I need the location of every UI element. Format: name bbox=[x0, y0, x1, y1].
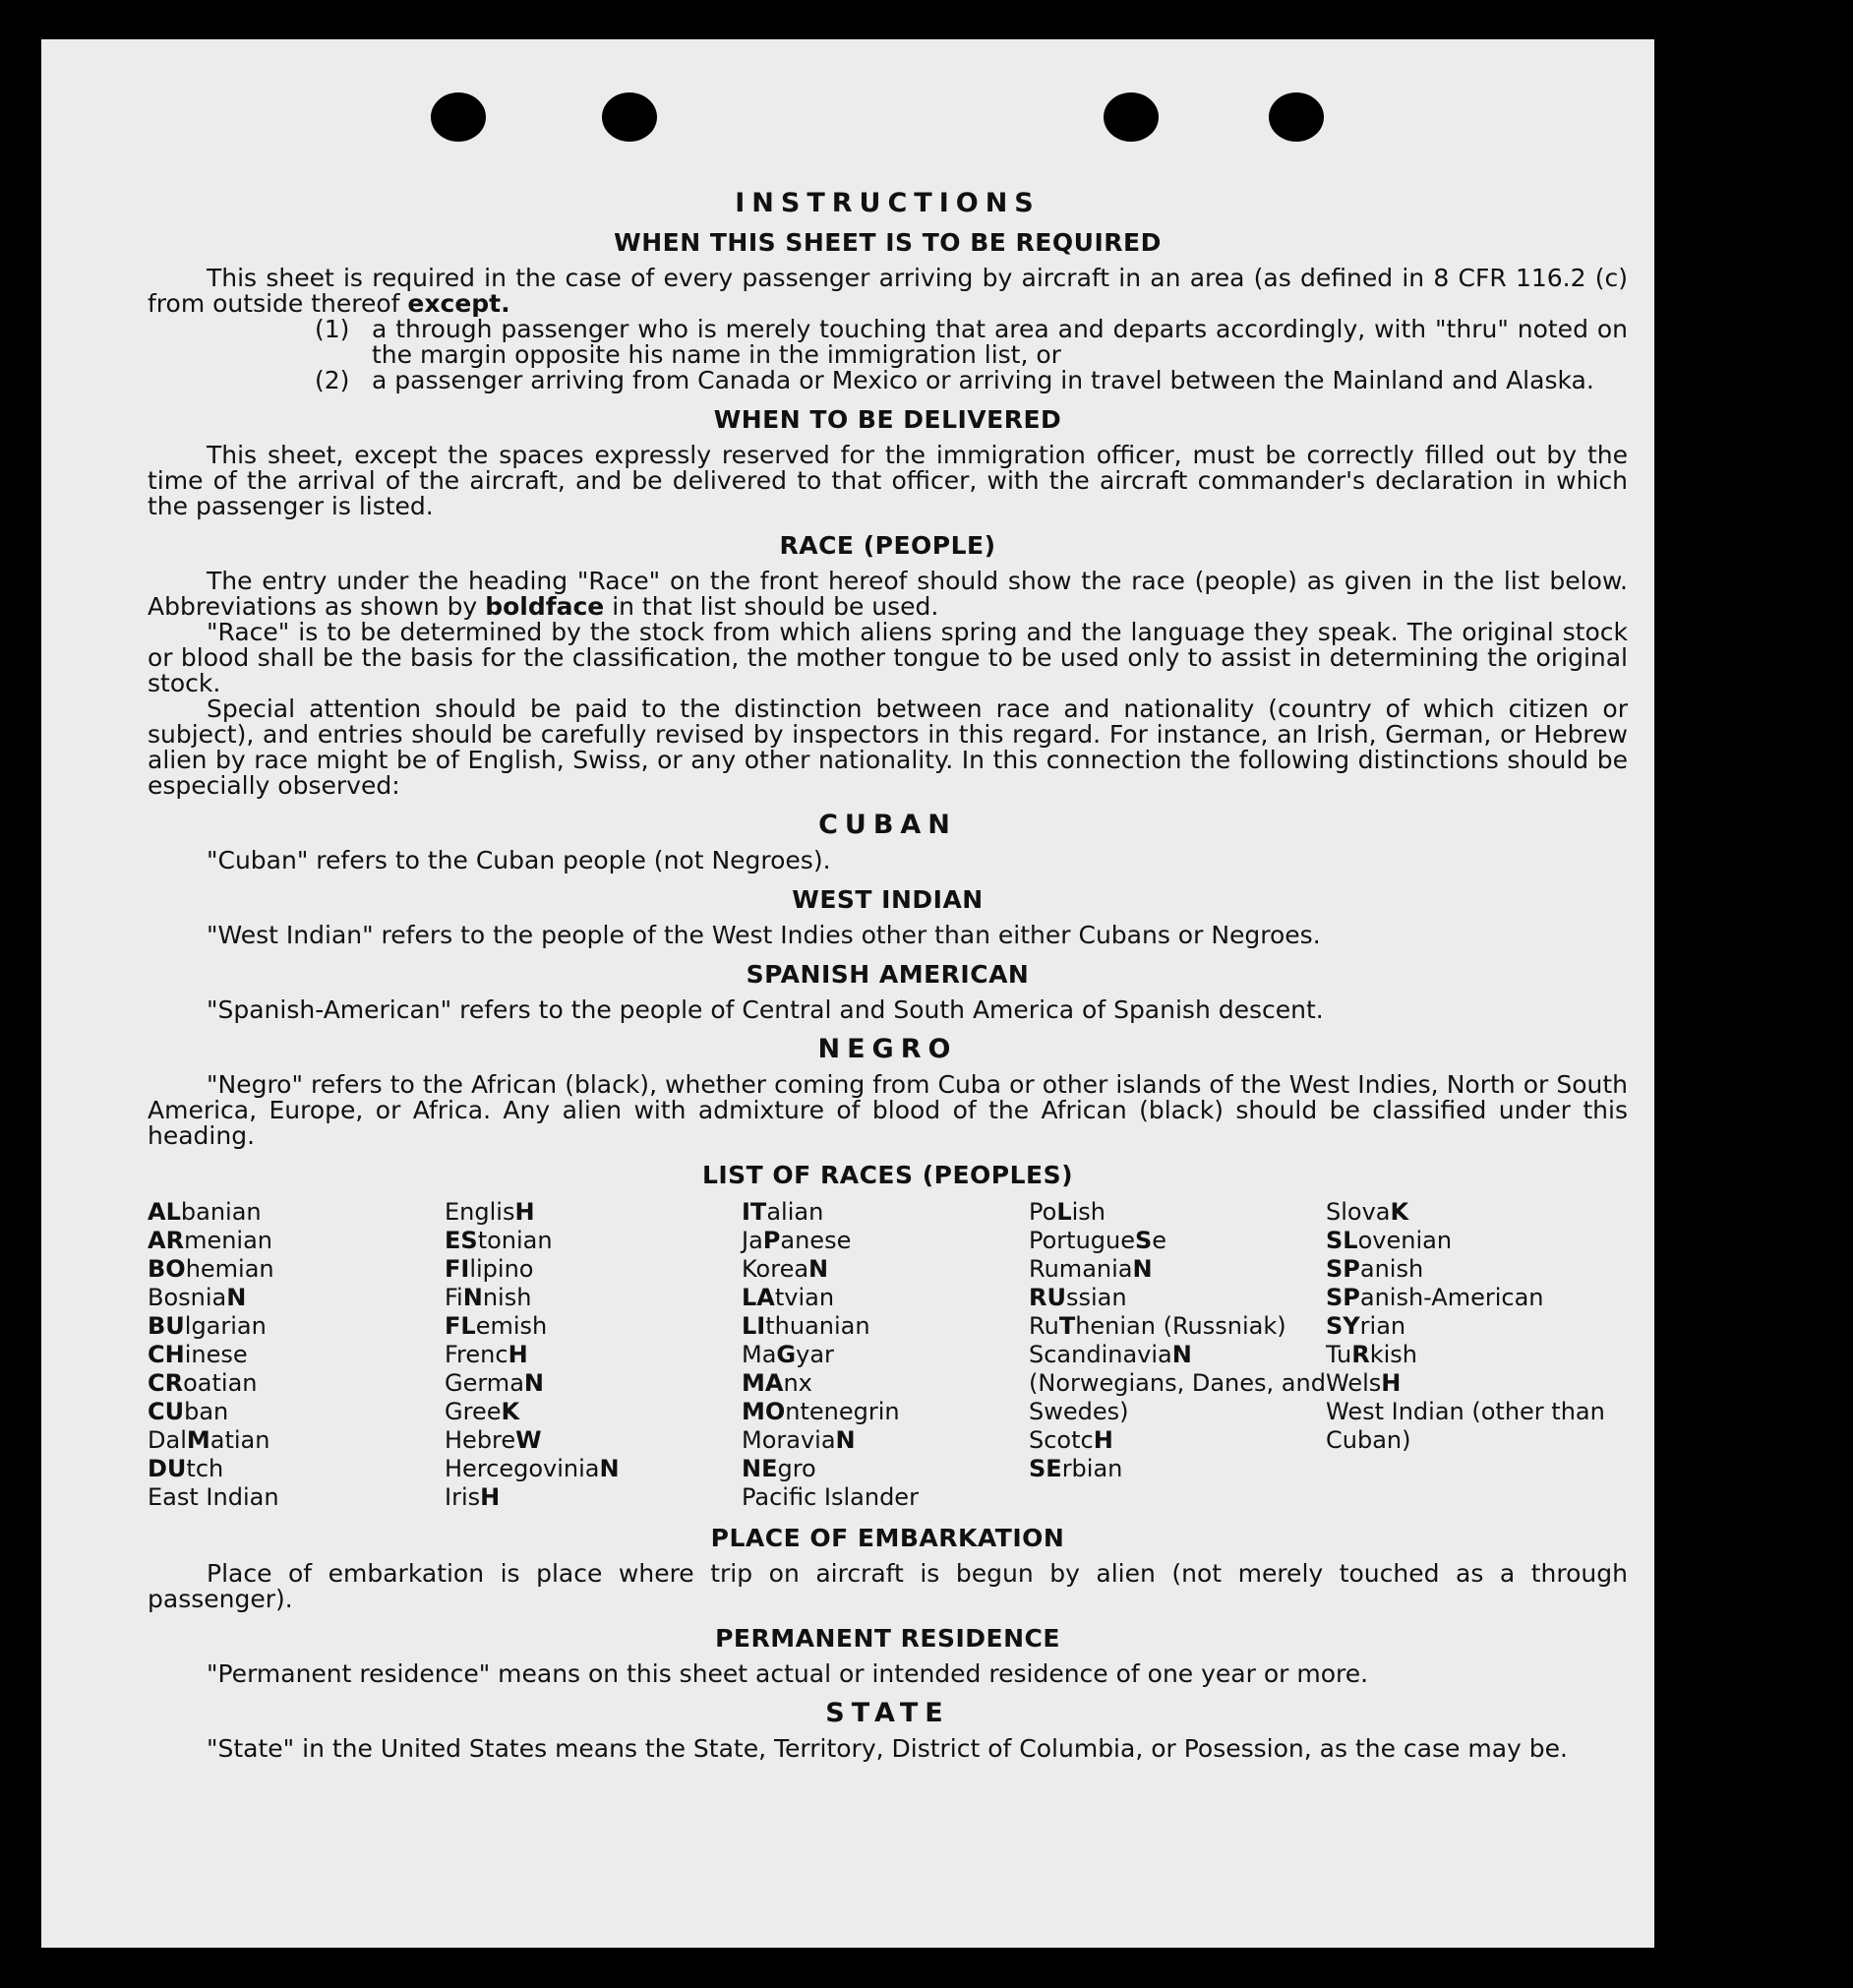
race-entry: RuThenian (Russniak) bbox=[1029, 1312, 1286, 1340]
race-entry: BUlgarian bbox=[148, 1312, 267, 1340]
race-entry: SPanish-American bbox=[1326, 1284, 1544, 1311]
west-indian-text: "West Indian" refers to the people of the West Indies other than either Cubans or Negroes. bbox=[207, 921, 1321, 949]
races-column bbox=[1029, 1198, 1326, 1512]
race-entry: EStonian bbox=[445, 1227, 553, 1254]
negro-heading: NEGRO bbox=[817, 1034, 958, 1064]
races-column bbox=[148, 1198, 445, 1512]
punch-hole bbox=[602, 92, 657, 142]
west-indian-heading: WEST INDIAN bbox=[792, 885, 984, 914]
race-entry: DUtch bbox=[148, 1455, 224, 1482]
race-entry: West Indian (other than Cuban) bbox=[1326, 1398, 1605, 1454]
race-entry: GreeK bbox=[445, 1398, 520, 1425]
intro-bold: except. bbox=[407, 289, 510, 318]
race-entry: WelsH bbox=[1326, 1369, 1402, 1397]
when-delivered-heading: WHEN TO BE DELIVERED bbox=[713, 405, 1062, 434]
race-entry: BosniaN bbox=[148, 1284, 247, 1311]
item-number: (2) bbox=[315, 366, 350, 394]
race-entry: NEgro bbox=[742, 1455, 816, 1482]
race-entry: FrencH bbox=[445, 1341, 528, 1368]
race-entry: ScandinaviaN (Norwegians, Danes, and Swedes) bbox=[1029, 1341, 1326, 1425]
item-text: a through passenger who is merely touching that area and departs accordingly, with "thru" noted on the margin opposite his name in the immigration list, or bbox=[372, 315, 1628, 369]
races-column bbox=[742, 1198, 1029, 1512]
race-paragraph: "Race" is to be determined by the stock from which aliens spring and the language they speak. The original stock or blood shall be the basis for the classification, the mother tongue to be used only to assist in determining the original stock. bbox=[148, 618, 1628, 697]
list-of-races-heading: LIST OF RACES (PEOPLES) bbox=[701, 1161, 1074, 1189]
cuban-heading: CUBAN bbox=[818, 810, 957, 840]
race-entry: CRoatian bbox=[148, 1369, 258, 1397]
race-entry: FiNnish bbox=[445, 1284, 532, 1311]
residence-heading: PERMANENT RESIDENCE bbox=[715, 1624, 1060, 1653]
race-entry: GermaN bbox=[445, 1369, 544, 1397]
race-entry: ScotcH bbox=[1029, 1426, 1113, 1454]
race-entry: East Indian bbox=[148, 1483, 279, 1511]
item-number: (1) bbox=[315, 315, 350, 343]
race-entry: Pacific Islander bbox=[742, 1483, 919, 1511]
punch-hole bbox=[431, 92, 486, 142]
instructions-content bbox=[148, 177, 1628, 1762]
races-column bbox=[1326, 1198, 1628, 1512]
state-text: "State" in the United States means the State, Territory, District of Columbia, or Posession, as the case may be. bbox=[207, 1734, 1568, 1763]
race-text: The entry under the heading "Race" on the front hereof should show the race (people) as given in the list below. Abbreviations as shown by bbox=[148, 567, 1628, 621]
race-entry: MOntenegrin bbox=[742, 1398, 900, 1425]
embarkation-heading: PLACE OF EMBARKATION bbox=[710, 1524, 1065, 1552]
race-entry: PortugueSe bbox=[1029, 1227, 1167, 1254]
spanish-american-heading: SPANISH AMERICAN bbox=[746, 960, 1030, 989]
race-entry: CHinese bbox=[148, 1341, 248, 1368]
race-entry: LIthuanian bbox=[742, 1312, 870, 1340]
race-entry: MAnx bbox=[742, 1369, 812, 1397]
exception-item bbox=[148, 317, 1628, 368]
residence-text: "Permanent residence" means on this sheet actual or intended residence of one year or more. bbox=[207, 1659, 1369, 1688]
punch-hole bbox=[1269, 92, 1324, 142]
spanish-american-text: "Spanish-American" refers to the people of Central and South America of Spanish descent. bbox=[207, 995, 1324, 1024]
race-text: in that list should be used. bbox=[604, 592, 939, 621]
race-entry: SYrian bbox=[1326, 1312, 1406, 1340]
race-entry: ARmenian bbox=[148, 1227, 273, 1254]
race-entry: PoLish bbox=[1029, 1198, 1106, 1226]
race-paragraph bbox=[148, 569, 1628, 620]
cuban-text: "Cuban" refers to the Cuban people (not Negroes). bbox=[207, 846, 831, 874]
race-entry: TuRkish bbox=[1326, 1341, 1417, 1368]
main-heading: INSTRUCTIONS bbox=[735, 188, 1041, 218]
race-heading: RACE (PEOPLE) bbox=[779, 531, 996, 560]
race-entry: SPanish bbox=[1326, 1255, 1424, 1283]
race-entry: LAtvian bbox=[742, 1284, 835, 1311]
race-entry: RUssian bbox=[1029, 1284, 1127, 1311]
race-entry: ITalian bbox=[742, 1198, 824, 1226]
race-entry: FIlipino bbox=[445, 1255, 534, 1283]
document-page bbox=[41, 39, 1654, 1948]
race-entry: BOhemian bbox=[148, 1255, 274, 1283]
race-entry: DalMatian bbox=[148, 1426, 270, 1454]
race-entry: CUban bbox=[148, 1398, 229, 1425]
races-column bbox=[445, 1198, 742, 1512]
negro-text: "Negro" refers to the African (black), whether coming from Cuba or other islands of the West Indies, North or South America, Europe, or Africa. Any alien with admixture of blood of the African (black) should be classified under this heading. bbox=[148, 1070, 1628, 1150]
race-entry: JaPanese bbox=[742, 1227, 852, 1254]
punch-hole bbox=[1104, 92, 1159, 142]
race-entry: MoraviaN bbox=[742, 1426, 856, 1454]
race-entry: RumaniaN bbox=[1029, 1255, 1153, 1283]
race-entry: EnglisH bbox=[445, 1198, 535, 1226]
race-paragraph: Special attention should be paid to the distinction between race and nationality (country of which citizen or subject), and entries should be carefully revised by inspectors in this regard. For instance, an Irish, German, or Hebrew alien by race might be of English, Swiss, or any other nationality. In this connection the following distinctions should be especially observed: bbox=[148, 694, 1628, 800]
race-entry: ALbanian bbox=[148, 1198, 262, 1226]
intro-text: This sheet is required in the case of every passenger arriving by aircraft in an area (as defined in 8 CFR 116.2 (c) from outside thereof bbox=[148, 264, 1628, 318]
when-required-intro bbox=[148, 266, 1628, 317]
race-entry: IrisH bbox=[445, 1483, 501, 1511]
state-heading: STATE bbox=[825, 1698, 950, 1728]
embarkation-text: Place of embarkation is place where trip on aircraft is begun by alien (not merely touched as a through passenger). bbox=[148, 1559, 1628, 1613]
when-delivered-text: This sheet, except the spaces expressly reserved for the immigration officer, must be correctly filled out by the time of the arrival of the aircraft, and be delivered to that officer, with the aircraft commander's declaration in which the passenger is listed. bbox=[148, 441, 1628, 520]
race-entry: SlovaK bbox=[1326, 1198, 1409, 1226]
item-text: a passenger arriving from Canada or Mexico or arriving in travel between the Mainland and Alaska. bbox=[372, 366, 1594, 394]
race-entry: MaGyar bbox=[742, 1341, 834, 1368]
races-list bbox=[148, 1198, 1628, 1512]
race-entry: KoreaN bbox=[742, 1255, 829, 1283]
race-entry: FLemish bbox=[445, 1312, 548, 1340]
exception-item bbox=[148, 368, 1628, 393]
race-bold: boldface bbox=[485, 592, 605, 621]
race-entry: HebreW bbox=[445, 1426, 542, 1454]
when-required-heading: WHEN THIS SHEET IS TO BE REQUIRED bbox=[614, 228, 1162, 257]
race-entry: HercegoviniaN bbox=[445, 1455, 620, 1482]
race-entry: SLovenian bbox=[1326, 1227, 1453, 1254]
race-entry: SErbian bbox=[1029, 1455, 1123, 1482]
